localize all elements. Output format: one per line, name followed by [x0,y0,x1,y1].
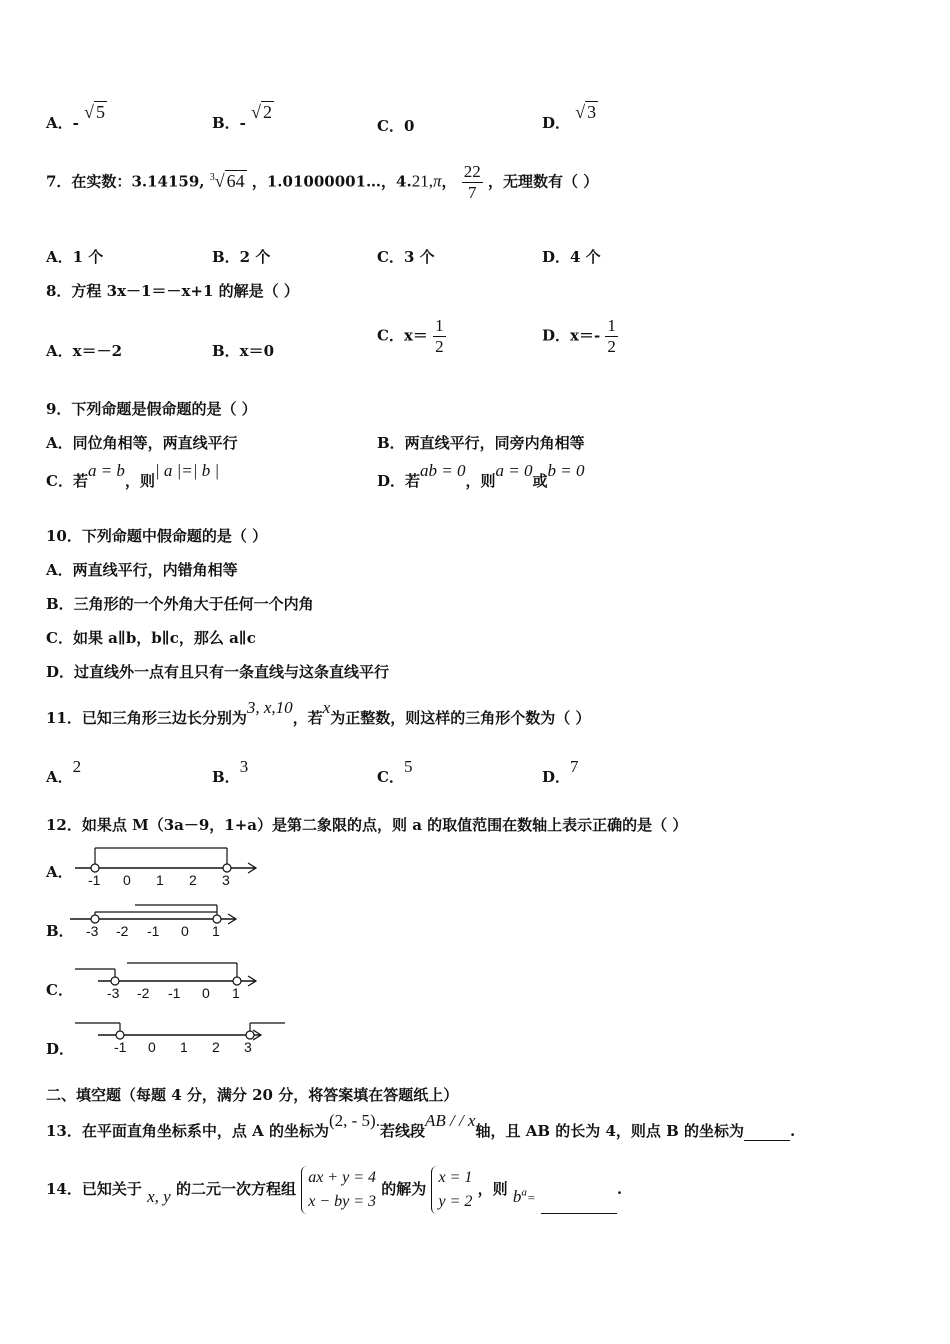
q12-b-open-circle-right [213,915,221,923]
q12-option-b-label: B． [46,922,74,940]
q12-option-a-label: A． [46,863,73,881]
q10-option-c: C．如果 a∥b，b∥c，那么 a∥c [46,629,256,647]
q7-option-a: A．1 个 [46,248,104,266]
q9-option-d [377,461,585,491]
q9-c-math2: | a |=| b | [154,461,220,480]
q6-a-sqrt: √ 5 [84,102,105,122]
q7-prefix: 7．在实数：3.14159, [46,172,205,191]
q6-option-d [542,102,598,133]
q13-segment: AB / / x [424,1111,476,1130]
q14-ze: ，则 [477,1180,508,1198]
q11-suffix: 为正整数，则这样的三角形个数为（ ） [330,709,591,727]
q9-option-b: B．两直线平行，同旁内角相等 [377,434,585,452]
q10-option-b: B．三角形的一个外角大于任何一个内角 [46,595,314,613]
q12-a-open-circle-right [223,864,231,872]
q10-stem: 10．下列命题中假命题的是（ ） [46,527,268,545]
q12-numberline-c [70,960,270,1005]
q12-option-c-label: C． [46,981,73,999]
q14-vars: x, y [147,1187,171,1206]
q8-option-d [542,316,618,357]
q12-c-tick: -3 [107,985,120,1001]
q9-d-math3: b = 0 [547,461,585,480]
q12-c-tick: -1 [168,985,181,1001]
q8-stem: 8．方程 3x－1＝－x+1 的解是（ ） [46,282,299,300]
q14-end: . [616,1180,623,1198]
q11-math1: 3, x,10 [246,698,293,717]
q12-c-tick: 1 [232,985,240,1001]
q9-c-ze: ，则 [124,472,155,490]
q11-d-value: 7 [570,757,579,776]
q8-option-a: A．x＝－2 [46,342,123,360]
q13-mid: 若线段 [379,1122,425,1140]
q11-option-a [46,757,82,787]
q10-option-a: A．两直线平行，内错角相等 [46,561,238,579]
q9-d-math2: a = 0 [495,461,533,480]
q7-frac-num: 22 [463,162,481,181]
q7-fraction [462,162,483,203]
q12-b-tick: 1 [212,923,220,939]
q14-prefix: 14．已知关于 [46,1180,142,1198]
q7-option-c: C．3 个 [377,248,435,266]
q9-option-a: A．同位角相等，两直线平行 [46,434,238,452]
q11-c-label: C． [377,768,404,786]
section-2-heading: 二、填空题（每题 4 分，满分 20 分，将答案填在答题纸上） [46,1086,459,1104]
q11-mid: ，若 [292,709,323,727]
q12-a-tick: -1 [88,872,101,888]
q11-prefix: 11．已知三角形三边长分别为 [46,709,247,727]
q12-a-tick: 1 [156,872,164,888]
q12-d-tick: -1 [114,1039,127,1055]
q7-mid: ，1.01000001…，4. [251,172,412,191]
q8-c-den: 2 [435,337,444,356]
q11-option-b [212,757,249,787]
q6-d-value: 3 [587,102,597,122]
q7-suffix: ，无理数有（ ） [487,172,599,191]
q8-option-b: B．x＝0 [212,342,275,360]
q11-b-value: 3 [239,757,249,776]
q14-expr [513,1187,536,1206]
q6-d-sqrt: √ 3 [575,102,597,122]
q11-math2: x [322,698,331,717]
q11-option-c [377,757,413,787]
q12-a-tick: 2 [189,872,197,888]
q7-stem [46,162,598,203]
q8-c-fraction [433,316,446,357]
q14-eq1: ax + y = 4 [308,1169,376,1186]
q9-c-ruo: C．若 [46,472,88,490]
q7-cbrt: $^3$√ 64 [209,170,245,191]
q11-a-label: A． [46,768,73,786]
q8-c-num: 1 [435,316,444,335]
q7-cbrt-value: 64 [226,170,245,191]
q10-option-d: D．过直线外一点有且只有一条直线与这条直线平行 [46,663,390,681]
q12-d-tick: 2 [212,1039,220,1055]
q14-equals: = [526,1190,536,1205]
q14-sol1: x = 1 [438,1169,473,1186]
q14-solution [431,1166,472,1214]
q12-c-tick: -2 [137,985,150,1001]
q13-coord: (2, - 5). [328,1111,380,1130]
q8-option-c [377,316,446,357]
q12-option-d-label: D． [46,1040,75,1058]
q13-stem [46,1111,796,1141]
q6-b-label: B．- [212,114,246,132]
q6-d-label: D． [542,114,571,132]
q12-a-tick: 0 [123,872,131,888]
q8-d-den: 2 [607,337,616,356]
q14-system [301,1166,376,1214]
q12-c-open-circle-left [111,977,119,985]
q12-d-open-circle-right [246,1031,254,1039]
q7-option-b: B．2 个 [212,248,271,266]
q6-option-b [212,102,274,133]
q13-answer-blank[interactable] [744,1126,790,1141]
q12-d-tick: 1 [180,1039,188,1055]
q12-stem: 12．如果点 M（3a－9，1+a）是第二象限的点，则 a 的取值范围在数轴上表示正确的是（ ） [46,816,688,834]
q9-c-math1: a = b [87,461,125,480]
q6-a-label: A．- [46,114,79,132]
q12-b-tick: -3 [86,923,99,939]
q7-pi: π [432,171,442,191]
q12-a-tick: 3 [222,872,230,888]
q7-option-d: D．4 个 [542,248,601,266]
q14-eq2: x − by = 3 [308,1193,376,1210]
q14-stem [46,1166,622,1214]
q13-suffix: 轴，且 AB 的长为 4，则点 B 的坐标为 [475,1122,745,1140]
q11-option-d [542,757,579,787]
q14-mid: 的二元一次方程组 [175,1180,296,1198]
q13-prefix: 13．在平面直角坐标系中，点 A 的坐标为 [46,1122,329,1140]
q12-b-tick: 0 [181,923,189,939]
q6-option-a [46,102,107,133]
q6-b-sqrt: √ 2 [251,102,273,122]
q12-c-open-circle-right [233,977,241,985]
q9-d-ruo: D．若 [377,472,421,490]
q9-d-or: 或 [532,472,548,490]
q8-d-num: 1 [607,316,616,335]
q9-stem: 9．下列命题是假命题的是（ ） [46,400,257,418]
q14-sol2: y = 2 [438,1193,473,1210]
q12-numberline-d [70,1018,290,1063]
q12-numberline-b [70,902,270,947]
q11-d-label: D． [542,768,571,786]
q6-b-value: 2 [263,102,273,122]
q9-d-ze: ，则 [465,472,496,490]
q12-c-tick: 0 [202,985,210,1001]
q8-c-label: C．x＝ [377,326,428,345]
q14-exponent: a [521,1186,527,1199]
q12-d-tick: 3 [244,1039,252,1055]
q8-d-fraction [605,316,618,357]
q7-frac-den: 7 [467,183,477,202]
q12-numberline-a [70,843,270,888]
q8-d-label: D．x＝- [542,326,601,345]
q11-b-label: B． [212,768,240,786]
q12-b-tick: -2 [116,923,129,939]
q12-a-open-circle-left [91,864,99,872]
q7-m21: 21, [411,171,433,191]
q6-option-c: C．0 [377,117,415,135]
q14-answer-blank[interactable] [541,1197,617,1214]
q12-b-open-circle-left [91,915,99,923]
q11-a-value: 2 [72,757,82,776]
q13-end: . [790,1122,796,1140]
q12-d-open-circle-left [116,1031,124,1039]
q14-base: b [512,1187,522,1206]
q14-mid2: 的解为 [381,1180,427,1198]
q11-stem [46,698,591,728]
q9-option-c [46,461,220,491]
q12-b-tick: -1 [147,923,160,939]
q12-d-tick: 0 [148,1039,156,1055]
q6-a-value: 5 [96,102,105,122]
q9-d-math1: ab = 0 [420,461,466,480]
q11-c-value: 5 [403,757,413,776]
q7-comma: ， [441,172,457,191]
